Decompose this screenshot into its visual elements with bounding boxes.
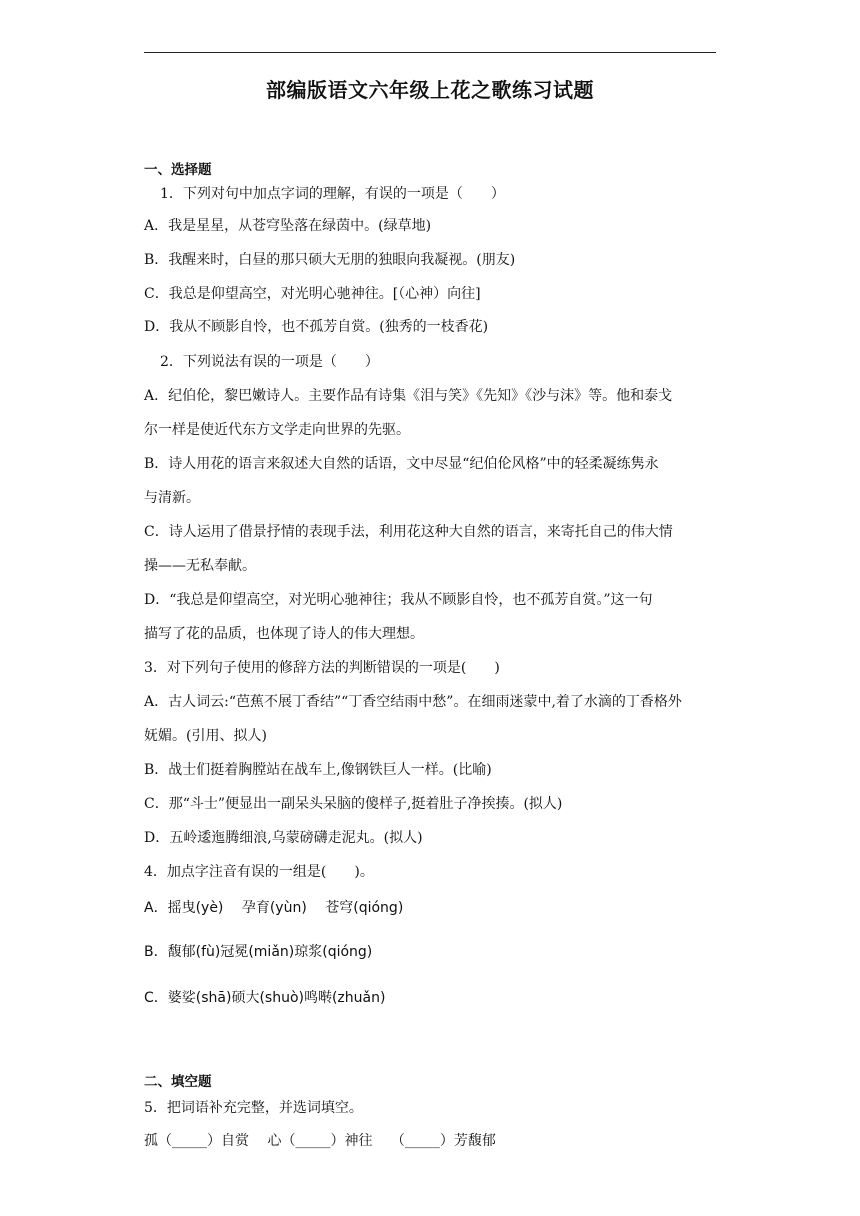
q3-option-d: D．五岭逶迤腾细浪,乌蒙磅礴走泥丸。(拟人) xyxy=(144,830,423,846)
q2-option-d-line1: D．“我总是仰望高空，对光明心驰神往；我从不顾影自怜，也不孤芳自赏。”这一句 xyxy=(144,592,653,608)
header-rule xyxy=(144,52,716,53)
q3-option-a-line2: 妩媚。(引用、拟人) xyxy=(144,728,267,744)
q2-option-a-line2: 尔一样是使近代东方文学走向世界的先驱。 xyxy=(144,422,410,438)
q1-option-d: D．我从不顾影自怜，也不孤芳自赏。(独秀的一枝香花) xyxy=(144,319,489,335)
q3-option-a-line1: A．古人词云:“芭蕉不展丁香结”“丁香空结雨中愁”。在细雨迷蒙中,着了水滴的丁香格外 xyxy=(144,694,682,710)
q4-option-b: B．馥郁(fù)冠冕(miǎn)琼浆(qióng) xyxy=(144,944,373,960)
q2-option-b-line1: B．诗人用花的语言来叙述大自然的话语，文中尽显“纪伯伦风格”中的轻柔凝练隽永 xyxy=(144,456,659,472)
question-2: 2．下列说法有误的一项是（ ） xyxy=(160,354,379,370)
q5-blanks: 孤（_____）自赏 心（_____）神往 （_____）芳馥郁 xyxy=(144,1133,496,1149)
q1-option-a: A．我是星星，从苍穹坠落在绿茵中。(绿草地) xyxy=(144,218,432,234)
q3-option-b: B．战士们挺着胸膛站在战车上,像钢铁巨人一样。(比喻) xyxy=(144,762,492,778)
question-1: 1．下列对句中加点字词的理解，有误的一项是（ ） xyxy=(160,186,505,202)
q3-option-c: C．那“斗士”便显出一副呆头呆脑的傻样子,挺着肚子净挨揍。(拟人) xyxy=(144,796,563,812)
question-3: 3．对下列句子使用的修辞方法的判断错误的一项是( ) xyxy=(144,660,500,676)
question-4: 4．加点字注音有误的一组是( )。 xyxy=(144,864,374,880)
q2-option-a-line1: A．纪伯伦，黎巴嫩诗人。主要作品有诗集《泪与笑》《先知》《沙与沫》等。他和泰戈 xyxy=(144,388,673,404)
q1-option-b: B．我醒来时，白昼的那只硕大无朋的独眼向我凝视。(朋友) xyxy=(144,252,516,268)
q2-option-c-line2: 操——无私奉献。 xyxy=(144,558,256,574)
q4-option-a: A．摇曳(yè) 孕育(yùn) 苍穹(qióng) xyxy=(144,900,404,916)
q2-option-b-line2: 与清新。 xyxy=(144,490,200,506)
section-heading-fill: 二、填空题 xyxy=(144,1074,212,1090)
q1-option-c: C．我总是仰望高空，对光明心驰神往。[（心神）向往] xyxy=(144,286,481,302)
q4-option-c: C．婆娑(shā)硕大(shuò)鸣啭(zhuǎn) xyxy=(144,990,386,1006)
q2-option-d-line2: 描写了花的品质，也体现了诗人的伟大理想。 xyxy=(144,626,424,642)
section-heading-choice: 一、选择题 xyxy=(144,162,212,178)
page-title: 部编版语文六年级上花之歌练习试题 xyxy=(266,78,594,102)
q2-option-c-line1: C．诗人运用了借景抒情的表现手法，利用花这种大自然的语言，来寄托自己的伟大情 xyxy=(144,524,673,540)
question-5: 5．把词语补充完整，并选词填空。 xyxy=(144,1100,363,1116)
